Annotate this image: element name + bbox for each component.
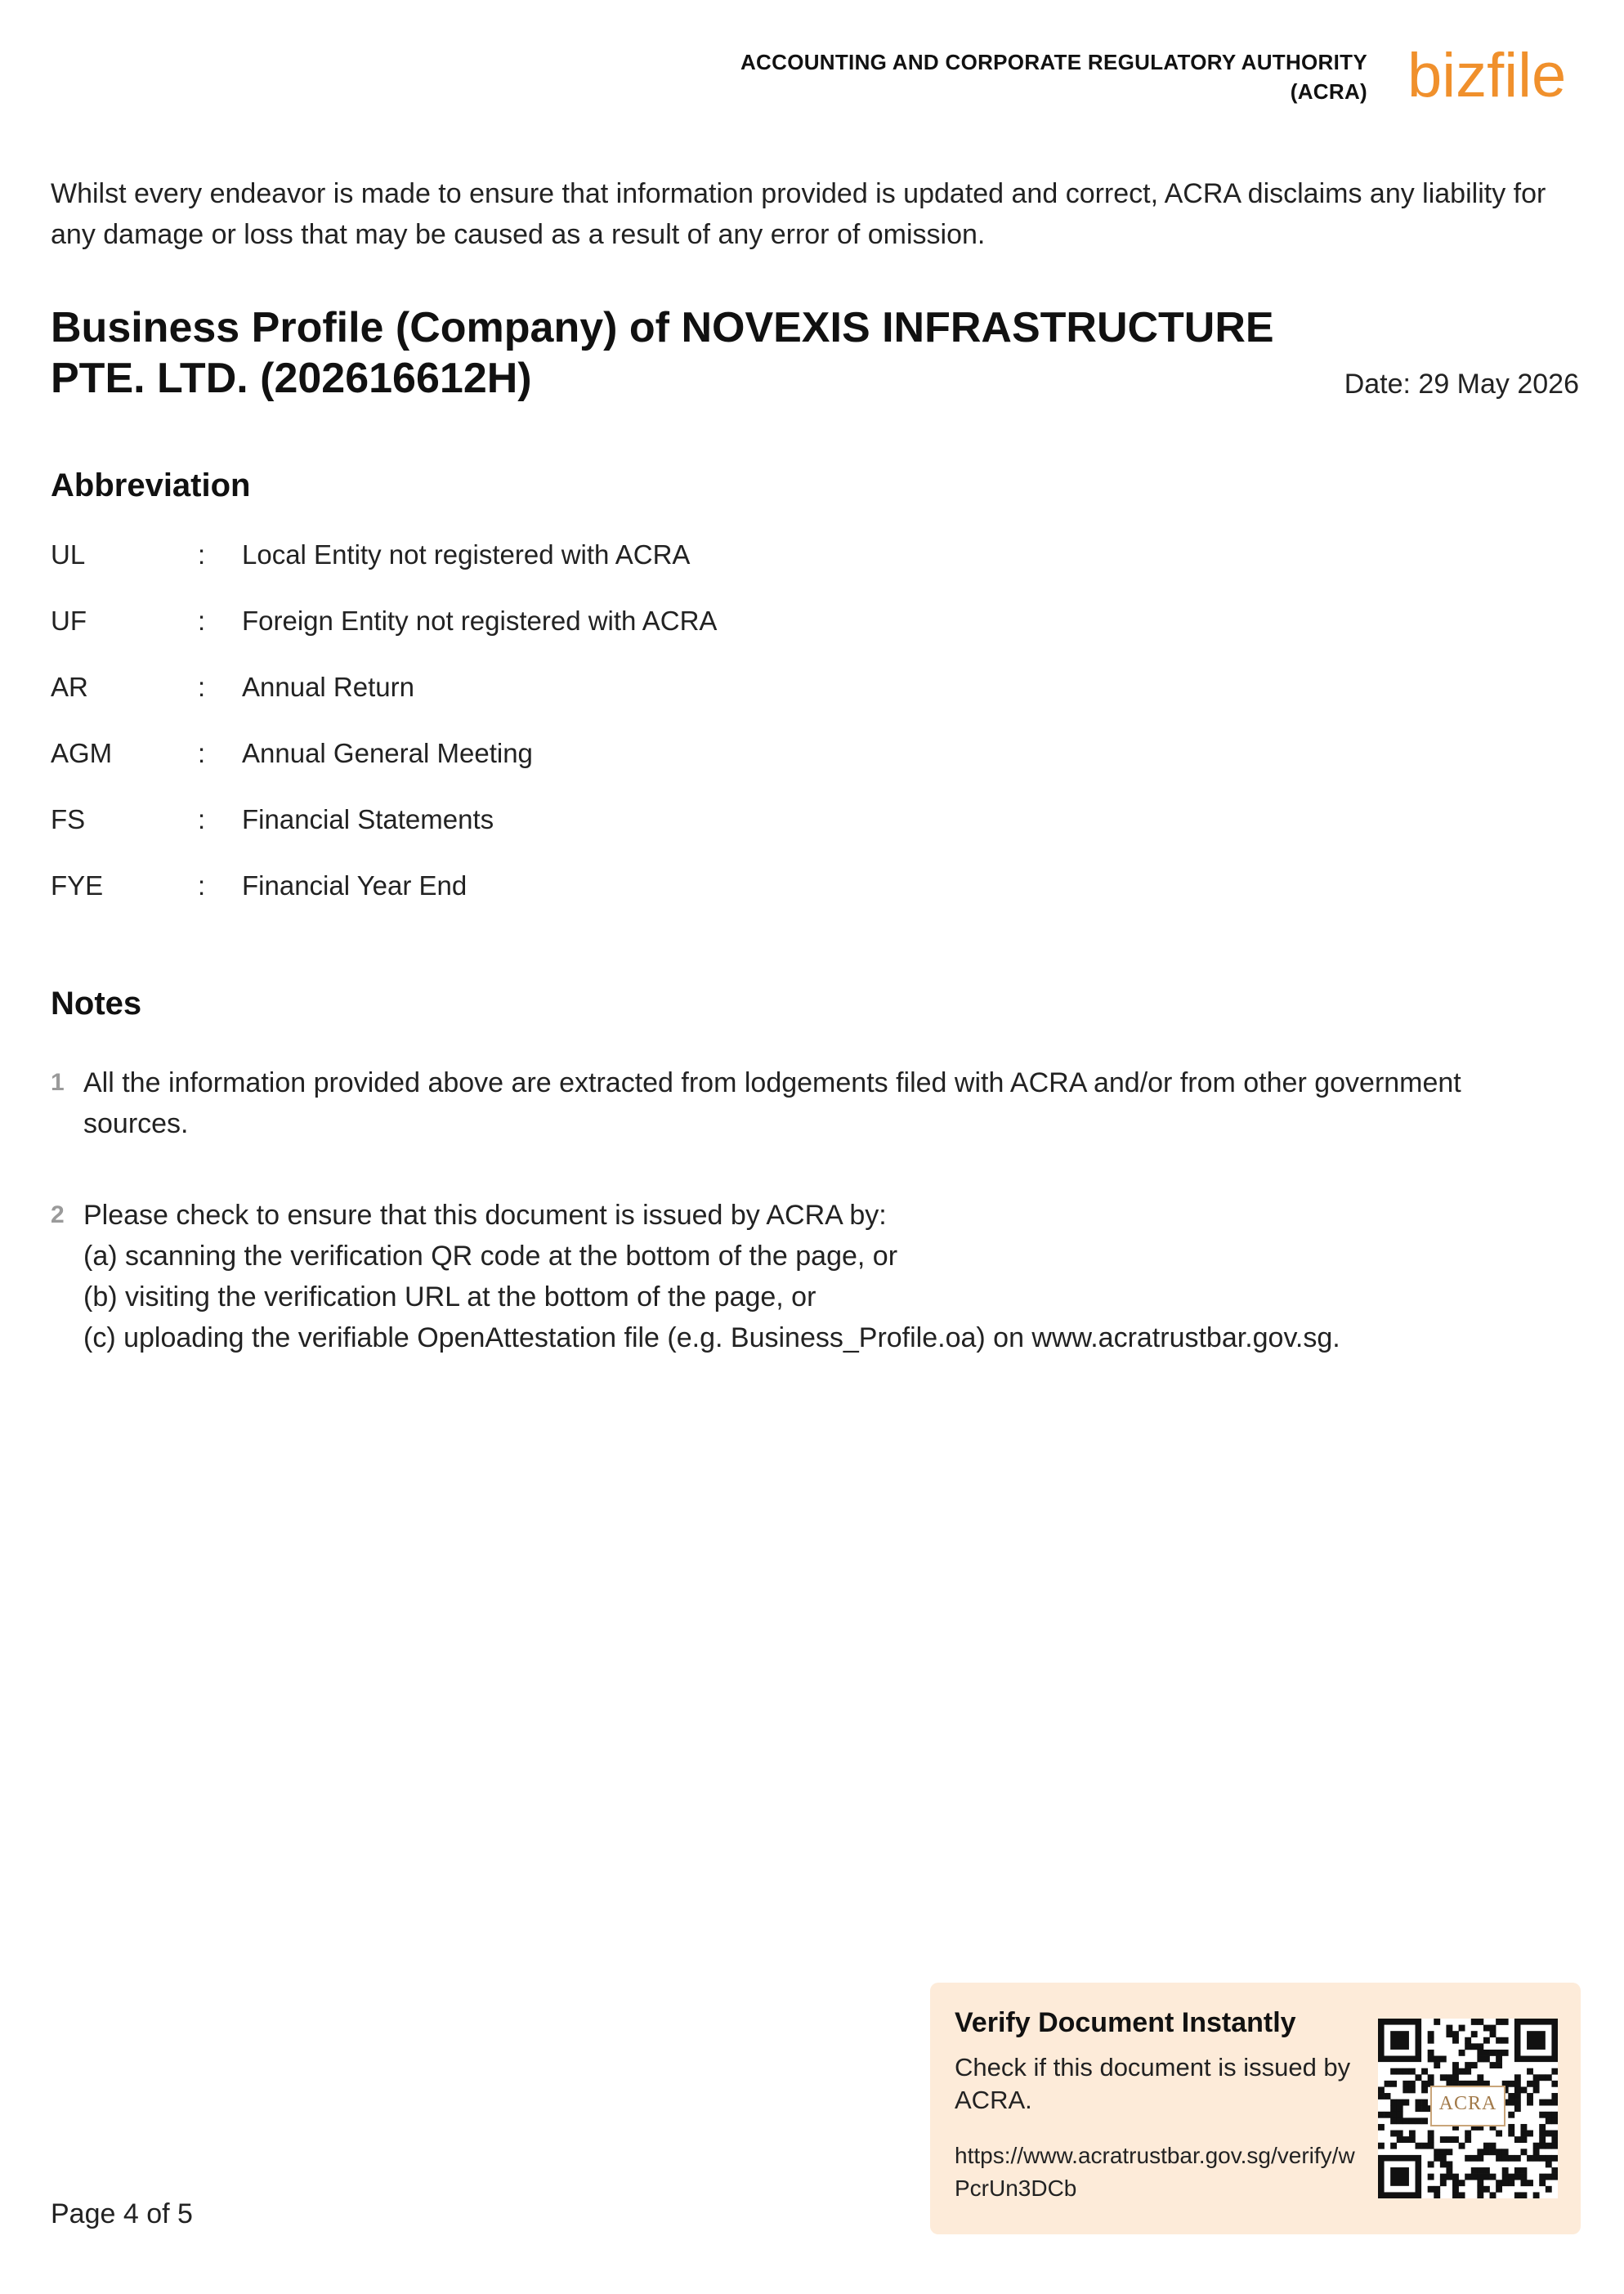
abbreviation-colon: : <box>198 606 206 636</box>
page-number: Page 4 of 5 <box>51 2198 193 2229</box>
qr-acra-badge: ACRA <box>1430 2086 1505 2126</box>
abbreviation-code: UF <box>51 606 87 636</box>
abbreviation-code: AGM <box>51 738 113 768</box>
abbreviation-row <box>51 870 1031 937</box>
abbreviation-colon: : <box>198 870 206 901</box>
verify-document-box <box>930 1983 1581 2234</box>
abbreviation-code: FS <box>51 804 86 834</box>
abbreviation-row <box>51 738 1031 804</box>
notes-heading: Notes <box>51 986 142 1022</box>
note-text: (a) scanning the verification QR code at the bottom of the page, or <box>83 1241 898 1272</box>
abbreviation-code: AR <box>51 672 88 702</box>
note-text: Please check to ensure that this document is issued by ACRA by: <box>83 1200 887 1231</box>
abbreviation-description: Annual Return <box>242 672 414 702</box>
notes-list <box>51 1062 1563 1358</box>
document-date: Date: 29 May 2026 <box>1344 369 1579 400</box>
page-title: Business Profile (Company) of NOVEXIS INFRASTRUCTURE PTE. LTD. (202616612H) <box>51 304 1274 402</box>
note-text: All the information provided above are extracted from lodgements filed with ACRA and/or from other government sources. <box>83 1067 1461 1139</box>
verify-description: Check if this document is issued by ACRA. <box>955 2053 1351 2114</box>
qr-code[interactable] <box>1378 2019 1558 2198</box>
note-text: (c) uploading the verifiable OpenAttestation file (e.g. Business_Profile.oa) on www.acratrustbar.gov.sg. <box>83 1322 1340 1353</box>
bizfile-logo-text: bizfile <box>1407 41 1567 110</box>
abbreviation-colon: : <box>198 804 206 834</box>
abbreviation-description: Local Entity not registered with ACRA <box>242 539 691 570</box>
disclaimer-text: Whilst every endeavor is made to ensure that information provided is updated and correct, ACRA disclaims any liability for any damage or loss that may be caused as a result of any error of omission. <box>51 178 1546 250</box>
authority-abbr: (ACRA) <box>1290 79 1367 104</box>
note-text: (b) visiting the verification URL at the bottom of the page, or <box>83 1281 816 1312</box>
note-number: 1 <box>51 1069 65 1096</box>
abbreviation-row <box>51 672 1031 738</box>
note-item <box>51 1195 1563 1358</box>
verify-title: Verify Document Instantly <box>955 2007 1296 2038</box>
abbreviation-code: FYE <box>51 870 104 901</box>
abbreviation-description: Financial Year End <box>242 870 468 901</box>
bizfile-logo <box>1407 39 1579 113</box>
abbreviation-description: Annual General Meeting <box>242 738 533 768</box>
abbreviation-row <box>51 804 1031 870</box>
abbreviation-row <box>51 539 1031 606</box>
authority-name: ACCOUNTING AND CORPORATE REGULATORY AUTHORITY <box>740 50 1367 74</box>
note-item <box>51 1062 1563 1144</box>
note-number: 2 <box>51 1201 65 1228</box>
abbreviation-colon: : <box>198 738 206 768</box>
abbreviation-list <box>51 539 1031 937</box>
authority-header <box>632 47 1367 106</box>
abbreviation-colon: : <box>198 539 206 570</box>
abbreviation-description: Foreign Entity not registered with ACRA <box>242 606 718 636</box>
abbreviation-description: Financial Statements <box>242 804 494 834</box>
verify-url-link[interactable]: https://www.acratrustbar.gov.sg/verify/wPcrUn3DCb <box>955 2143 1355 2201</box>
abbreviation-row <box>51 606 1031 672</box>
abbreviation-heading: Abbreviation <box>51 467 251 503</box>
abbreviation-code: UL <box>51 539 86 570</box>
abbreviation-colon: : <box>198 672 206 702</box>
